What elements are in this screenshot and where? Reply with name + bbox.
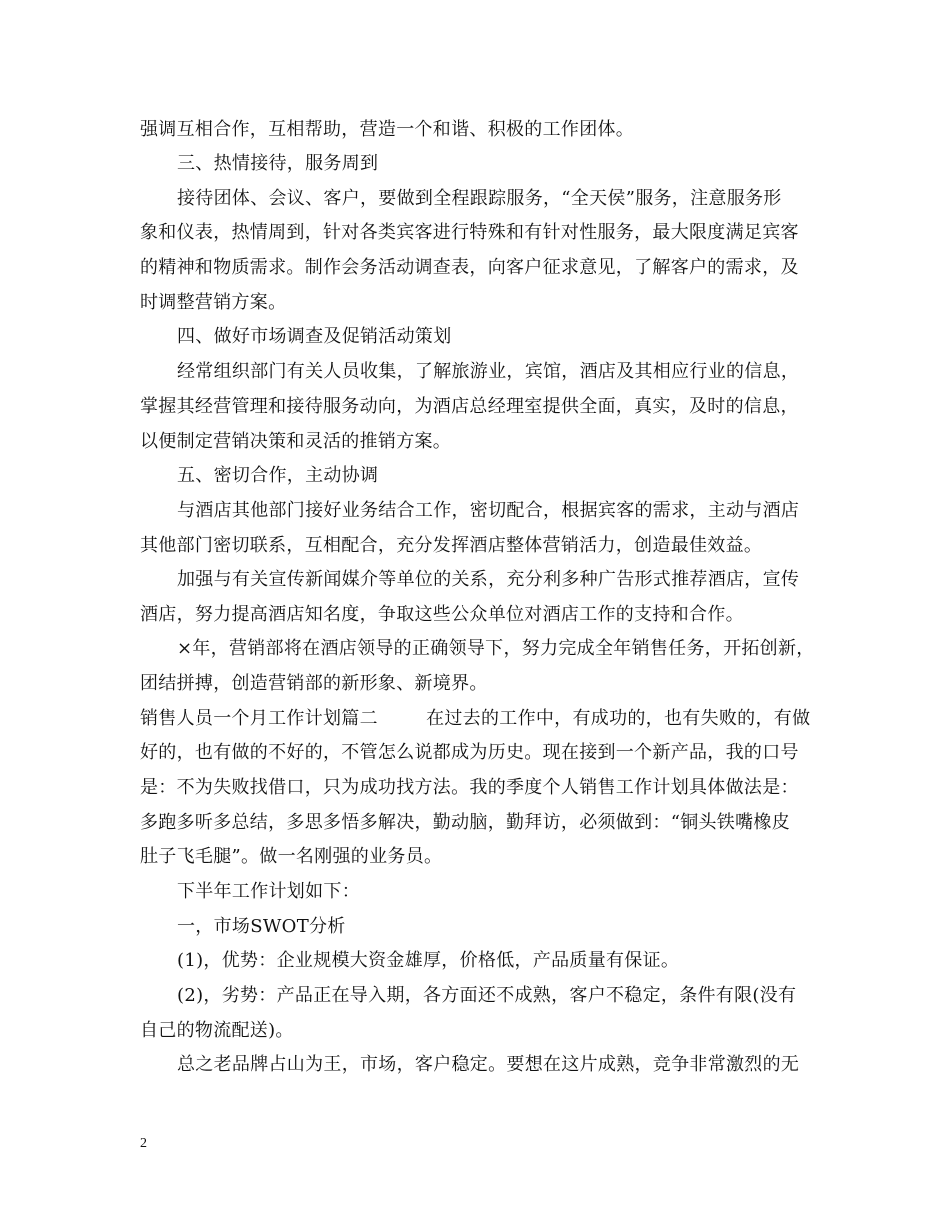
text-line: 的精神和物质需求。制作会务活动调查表，向客户征求意见，了解客户的需求，及 [140, 257, 799, 278]
text-line: (1)，优势：企业规模大资金雄厚，价格低，产品质量有保证。 [177, 950, 680, 971]
section-heading: 四、做好市场调查及促销活动策划 [177, 326, 452, 347]
text-line: 时调整营销方案。 [140, 292, 287, 313]
text-line: 接待团体、会议、客户，要做到全程跟踪服务，“全天侯”服务，注意服务形 [177, 188, 782, 209]
text-line: 总之老品牌占山为王，市场，客户稳定。要想在这片成熟，竞争非常激烈的无 [177, 1054, 800, 1075]
text-line: 其他部门密切联系，互相配合，充分发挥酒店整体营销活力，创造最佳效益。 [140, 535, 763, 556]
section-heading: 五、密切合作，主动协调 [177, 465, 379, 486]
section-heading: 一，市场SWOT分析 [177, 916, 346, 937]
text-line: ×年，营销部将在酒店领导的正确领导下，努力完成全年销售任务，开拓创新， [177, 638, 815, 659]
text-line: 是：不为失败找借口，只为成功找方法。我的季度个人销售工作计划具体做法是： [140, 777, 799, 798]
page-number: 2 [140, 1136, 147, 1151]
text-line: 经常组织部门有关人员收集，了解旅游业，宾馆，酒店及其相应行业的信息， [177, 361, 800, 382]
text-line: 以便制定营销决策和灵活的推销方案。 [140, 431, 452, 452]
text-line: 加强与有关宣传新闻媒介等单位的关系，充分利多种广告形式推荐酒店，宣传 [177, 569, 800, 590]
text-line: 掌握其经营管理和接待服务动向，为酒店总经理室提供全面，真实，及时的信息， [140, 396, 799, 417]
text-line: 下半年工作计划如下： [177, 881, 360, 902]
text-line: 自己的物流配送)。 [140, 1020, 294, 1041]
text-line: 酒店，努力提高酒店知名度，争取这些公众单位对酒店工作的支持和合作。 [140, 604, 744, 625]
text-line: 强调互相合作，互相帮助，营造一个和谐、积极的工作团体。 [140, 119, 635, 140]
text-line: 好的，也有做的不好的，不管怎么说都成为历史。现在接到一个新产品，我的口号 [140, 742, 799, 763]
text-line: 象和仪表，热情周到，针对各类宾客进行特殊和有针对性服务，最大限度满足宾客 [140, 222, 799, 243]
text-line: (2)，劣势：产品正在导入期，各方面还不成熟，客户不稳定，条件有限(没有 [177, 985, 797, 1006]
section-heading: 三、热情接待，服务周到 [177, 153, 379, 174]
text-line: 与酒店其他部门接好业务结合工作，密切配合，根据宾客的需求，主动与酒店 [177, 500, 800, 521]
text-line: 肚子飞毛腿”。做一名刚强的业务员。 [140, 846, 443, 867]
text-line: 销售人员一个月工作计划篇二 在过去的工作中，有成功的，也有失败的，有做 [140, 708, 811, 729]
text-line: 团结拼搏，创造营销部的新形象、新境界。 [140, 673, 488, 694]
text-line: 多跑多听多总结，多思多悟多解决，勤动脑，勤拜访，必须做到：“铜头铁嘴橡皮 [140, 812, 790, 833]
